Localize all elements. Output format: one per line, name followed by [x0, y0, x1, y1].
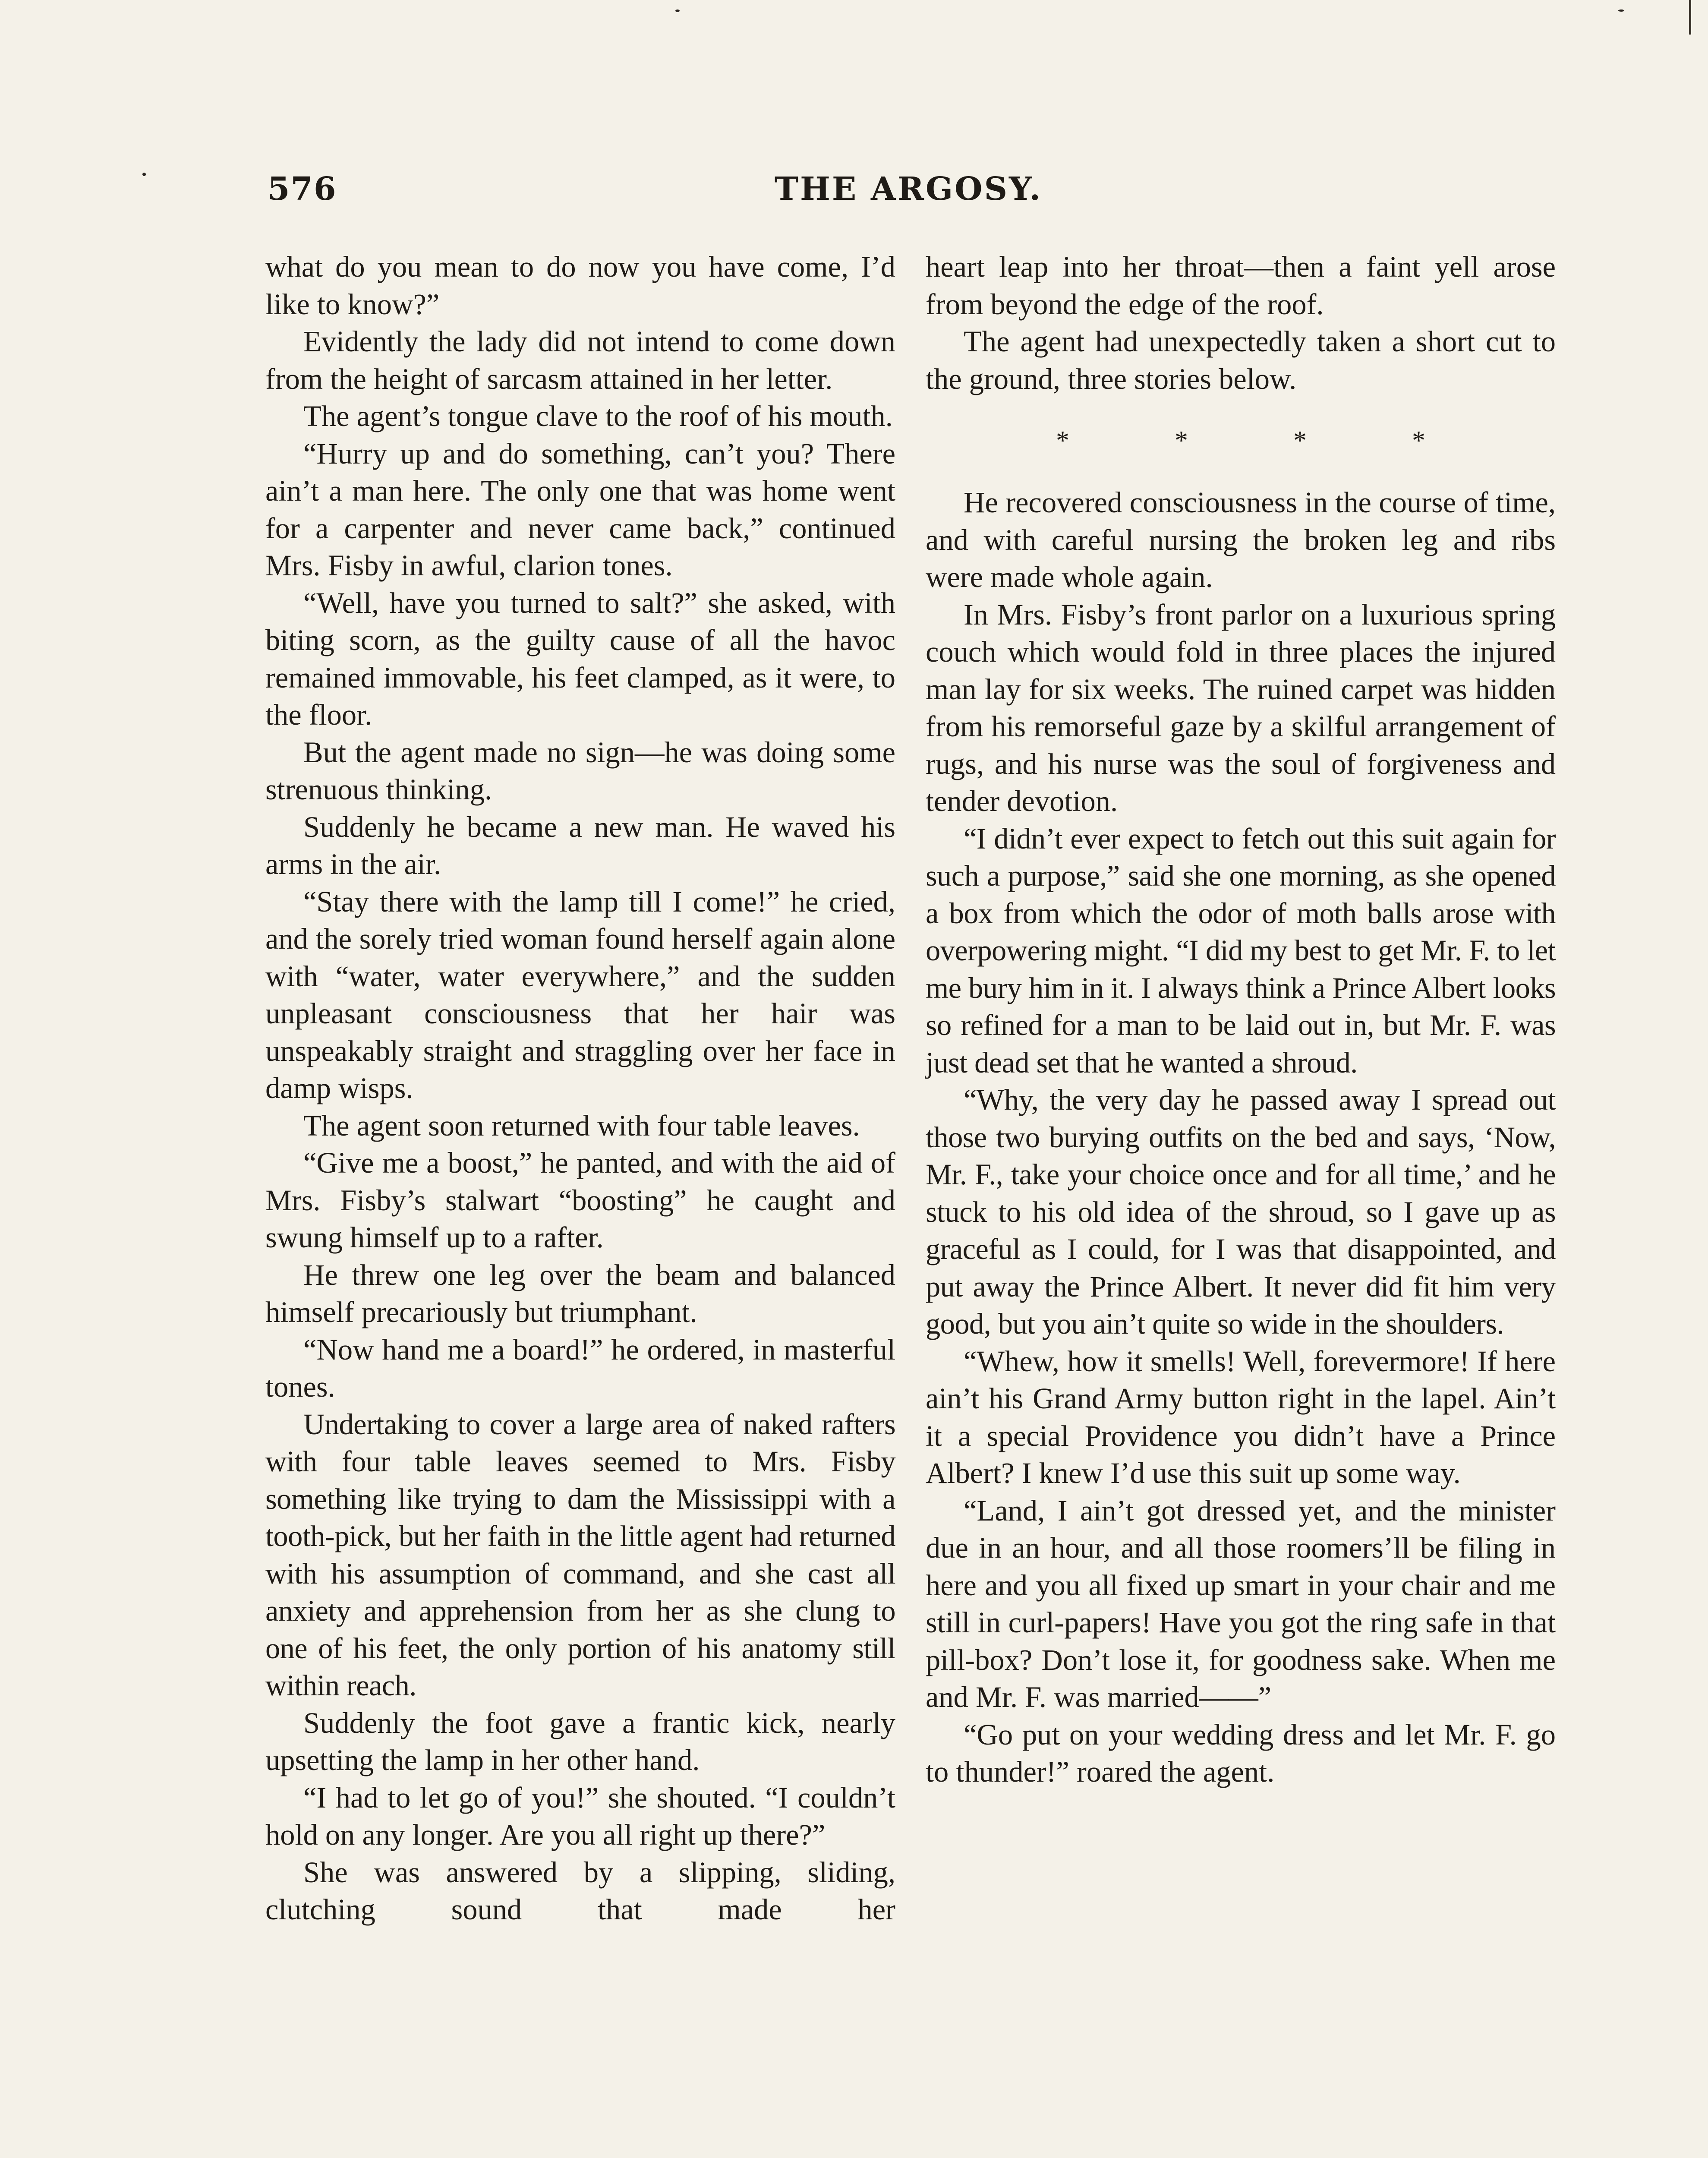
paragraph: Suddenly the foot gave a frantic kick, nearly upsetting the lamp in her other hand. — [265, 1706, 895, 1776]
page-header — [268, 170, 1549, 222]
paragraph: But the agent made no sign—he was doing some strenuous thinking. — [265, 735, 895, 806]
running-head: THE ARGOSY. — [774, 170, 1043, 208]
paragraph: Suddenly he became a new man. He waved his arms in the air. — [265, 810, 895, 880]
paragraph: “Whew, how it smells! Well, forevermore! If here ain’t his Grand Army button right in the lapel. Ain’t it a special Providence you didn’t have a Prince Albert? I knew I’d use this suit up some way. — [926, 1344, 1556, 1489]
paragraph: The agent’s tongue clave to the roof of his mouth. — [303, 400, 893, 432]
paragraph: Evidently the lady did not intend to come down from the height of sarcasm attained in her letter. — [265, 325, 895, 395]
paragraph: The agent soon returned with four table leaves. — [303, 1109, 860, 1142]
paragraph: heart leap into her throat—then a faint yell arose from beyond the edge of the roof. — [926, 250, 1556, 321]
paragraph: “Well, have you turned to salt?” she asked, with biting scorn, as the guilty cause of all the havoc remained immovable, his feet clamped, as it were, to the floor. — [265, 586, 895, 731]
section-break-star: * — [1293, 426, 1307, 455]
page-edge-mark — [1689, 0, 1691, 35]
scan-speck — [1618, 9, 1624, 12]
paragraph: She was answered by a slipping, sliding, clutching sound that made her — [265, 1855, 895, 1926]
section-break-star: * — [1175, 426, 1188, 455]
scan-speck — [675, 9, 680, 12]
section-break-star: * — [1412, 426, 1425, 455]
paragraph: “Now hand me a board!” he ordered, in masterful tones. — [265, 1333, 895, 1403]
paragraph: “Why, the very day he passed away I spread out those two burying outfits on the bed and says, ‘Now, Mr. F., take your choice once and for all time,’ and he stuck to his old idea of the shroud, so I gave up as graceful as I could, for I was that disappointed, and put away the Prince Albert. It never did fit him very good, but you ain’t quite so wide in the shoulders. — [926, 1083, 1556, 1340]
paragraph: “Hurry up and do something, can’t you? There ain’t a man here. The only one that was home went for a carpenter and never came back,” continued Mrs. Fisby in awful, clarion tones. — [265, 437, 895, 582]
paragraph: The agent had unexpectedly taken a short cut to the ground, three stories below. — [926, 325, 1556, 395]
left-column — [265, 248, 895, 1928]
scan-speck — [142, 173, 146, 176]
paragraph: “Go put on your wedding dress and let Mr. F. go to thunder!” roared the agent. — [926, 1718, 1556, 1788]
right-column — [926, 248, 1556, 1791]
paragraph: Undertaking to cover a large area of naked rafters with four table leaves seemed to Mrs. Fisby something like trying to dam the Mississippi with a tooth-pick, but her faith in the little agent had returned with his assumption of command, and she cast all anxiety and apprehension from her as she clung to one of his feet, the only portion of his anatomy still within reach. — [265, 1407, 895, 1702]
paragraph: He recovered consciousness in the course of time, and with careful nursing the broken leg and ribs were made whole again. — [926, 486, 1556, 593]
paragraph: “Stay there with the lamp till I come!” he cried, and the sorely tried woman found herself again alone with “water, water everywhere,” and the sudden unpleasant consciousness that her hair was unspeakably straight and straggling over her face in damp wisps. — [265, 885, 895, 1104]
paragraph: “I had to let go of you!” she shouted. “I couldn’t hold on any longer. Are you all right up there?” — [265, 1781, 895, 1851]
page-number: 576 — [268, 170, 337, 208]
section-break — [926, 398, 1556, 484]
paragraph: In Mrs. Fisby’s front parlor on a luxurious spring couch which would fold in three places the injured man lay for six weeks. The ruined carpet was hidden from his remorseful gaze by a skilful arrangement of rugs, and his nurse was the soul of forgiveness and tender devotion. — [926, 598, 1556, 817]
paragraph: “Land, I ain’t got dressed yet, and the minister due in an hour, and all those roomers’ll be filing in here and you all fixed up smart in your chair and me still in curl-papers! Have you got the ring safe in that pill-box? Don’t lose it, for goodness sake. When me and Mr. F. was married——” — [926, 1494, 1556, 1713]
paragraph: He threw one leg over the beam and balanced himself precariously but triumphant. — [265, 1258, 895, 1328]
paragraph: “Give me a boost,” he panted, and with the aid of Mrs. Fisby’s stalwart “boosting” he caught and swung himself up to a rafter. — [265, 1146, 895, 1254]
paragraph: “I didn’t ever expect to fetch out this suit again for such a purpose,” said she one morning, as she opened a box from which the odor of moth balls arose with overpowering might. “I did my best to get Mr. F. to let me bury him in it. I always think a Prince Albert looks so refined for a man to be laid out in, but Mr. F. was just dead set that he wanted a shroud. — [926, 822, 1556, 1079]
paragraph: what do you mean to do now you have come, I’d like to know?” — [265, 250, 895, 321]
section-break-star: * — [1056, 426, 1069, 455]
